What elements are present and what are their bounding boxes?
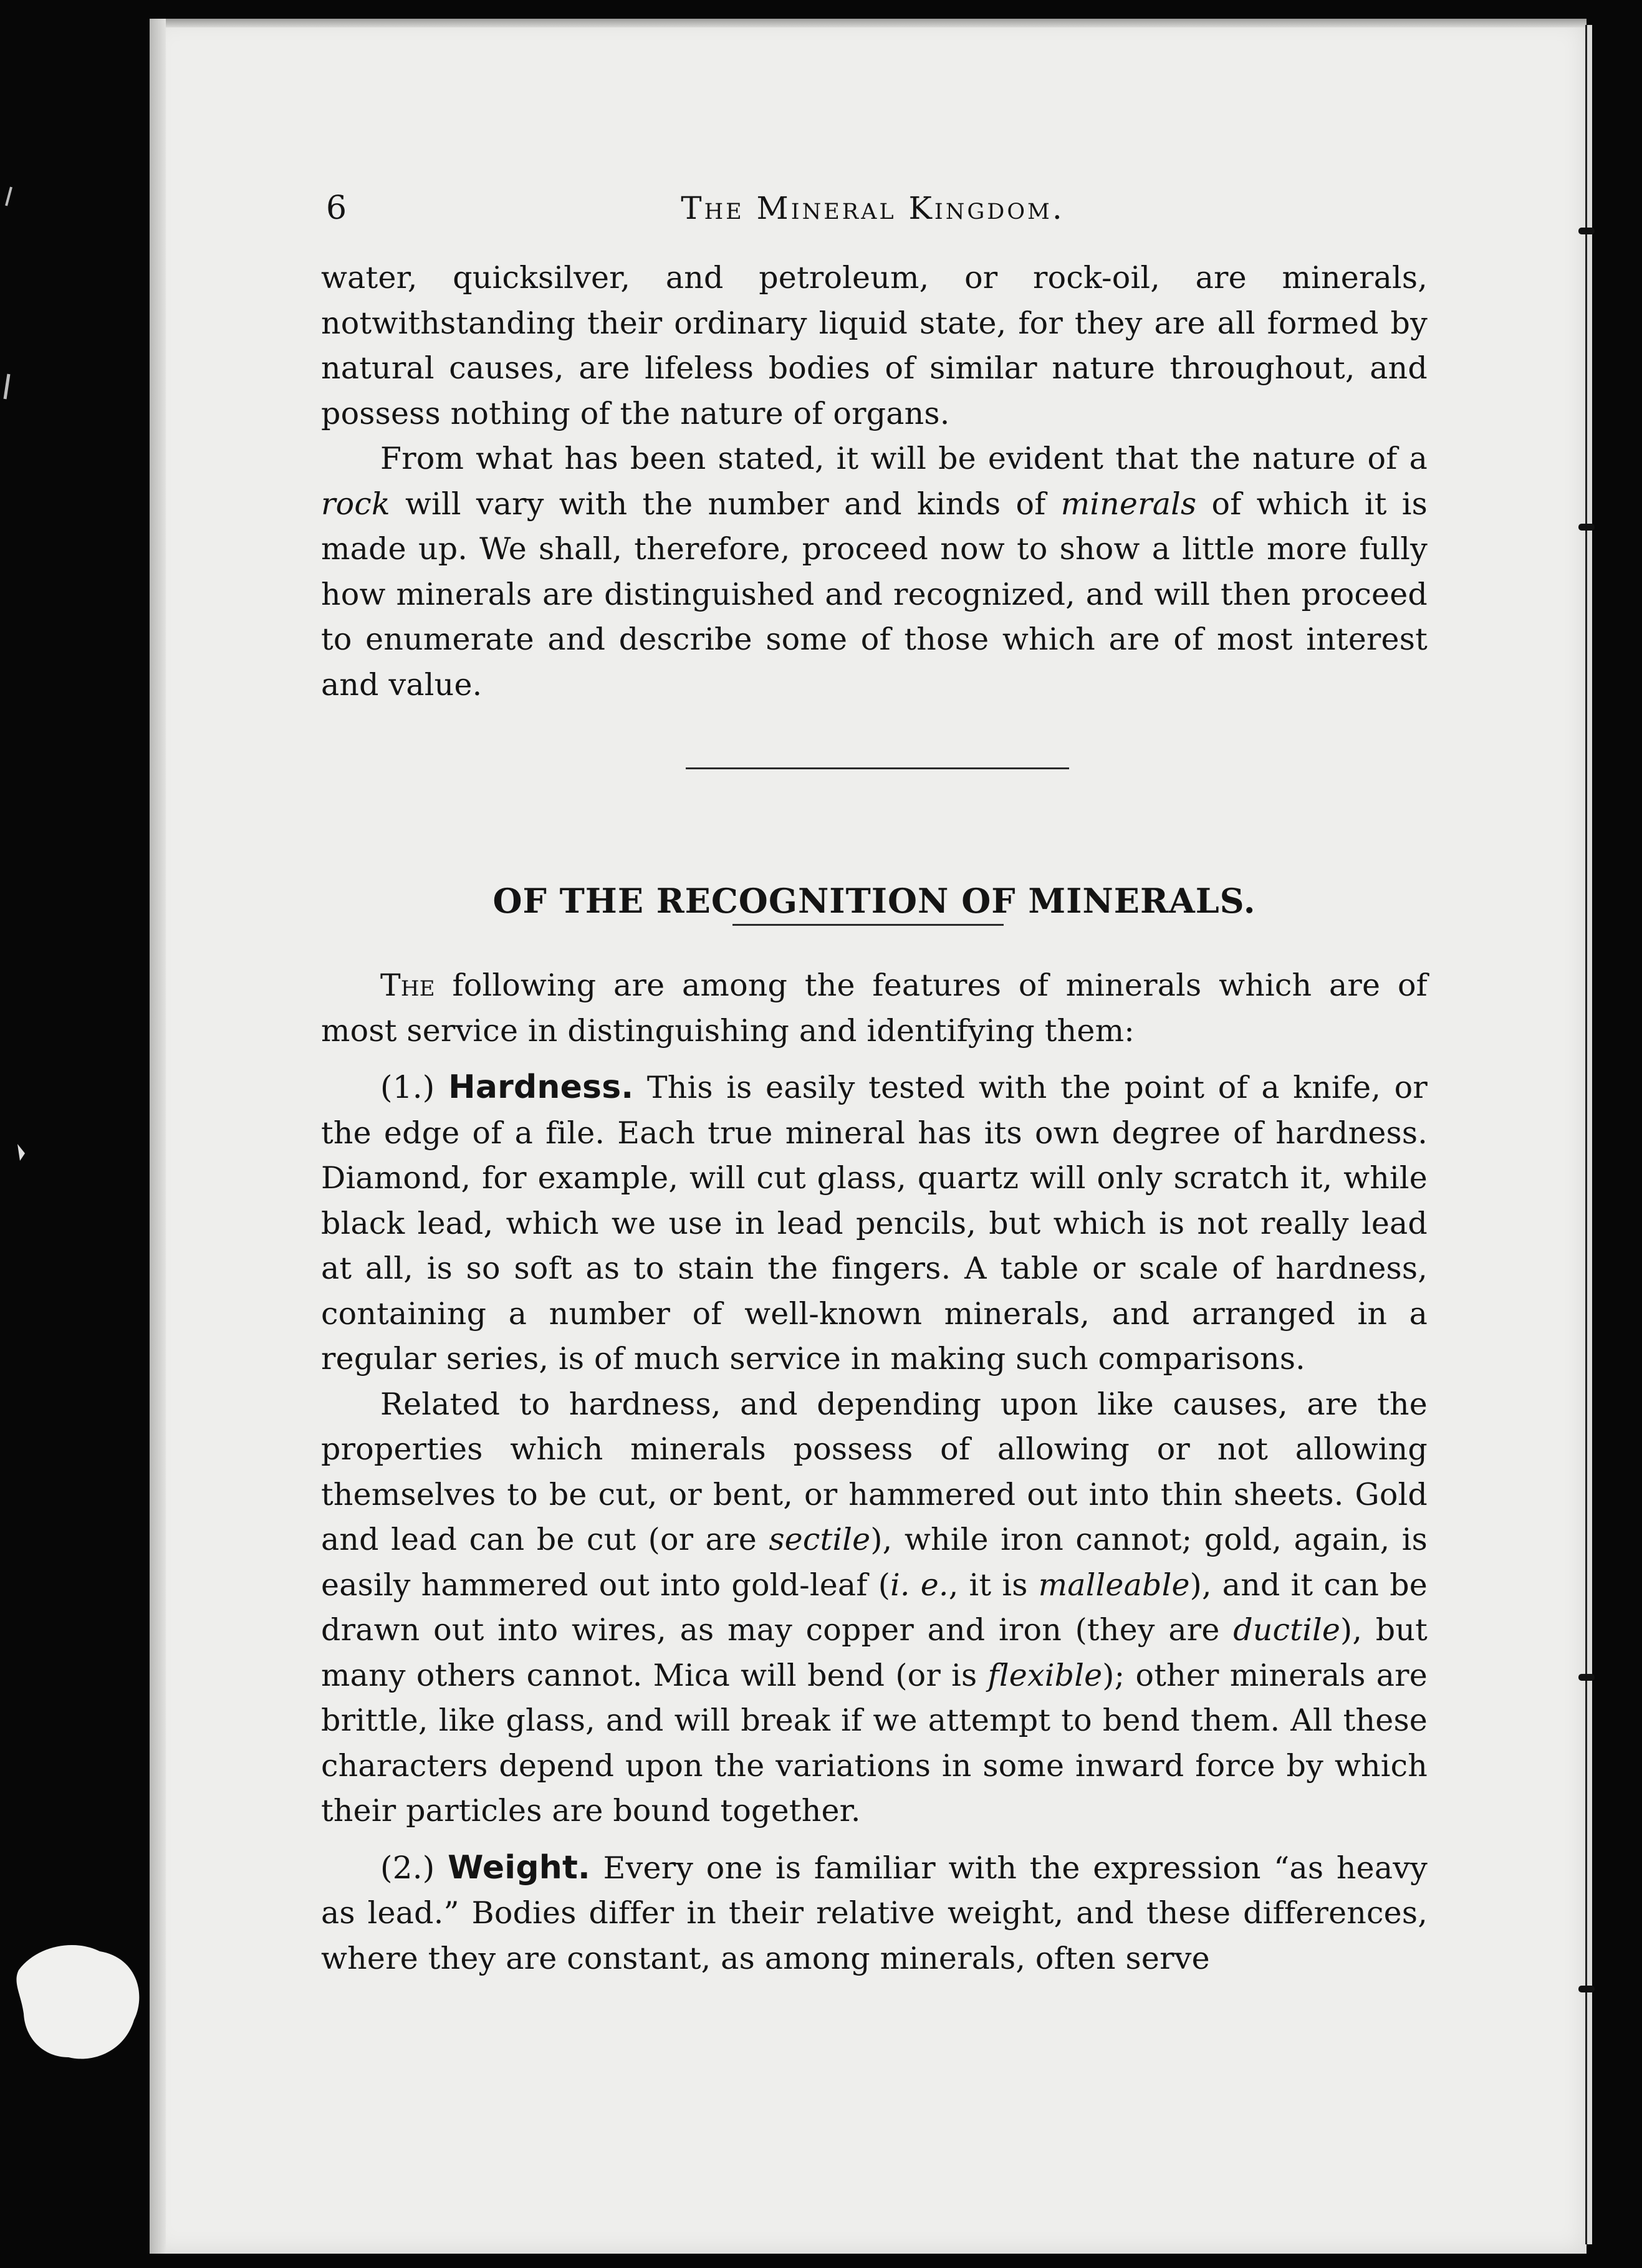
related-text-run: Related to hardness, and depending upon like causes, are the properties which minerals possess of allowing or not allowing themselves to be cut, or bent, or hammered out into thin sheets. Gold and lead can be cut (or are	[321, 1386, 1428, 1557]
binding-stitch	[1578, 1674, 1595, 1681]
weight-paragraph	[321, 1845, 1428, 1982]
running-head	[321, 186, 1424, 231]
binding-stitch	[1578, 228, 1595, 234]
section-divider	[686, 767, 1069, 769]
related-paragraph	[321, 1382, 1428, 1834]
rock-emphasis: rock	[321, 486, 390, 522]
page-left-edge	[150, 19, 166, 2254]
scan-margin-specks	[0, 0, 150, 2266]
page-number: 6	[326, 190, 347, 227]
page-top-edge	[150, 19, 1587, 27]
minerals-emphasis: minerals	[1060, 486, 1197, 522]
section-heading: OF THE RECOGNITION OF MINERALS.	[492, 880, 1256, 921]
intro-text-run: From what has been stated, it will be evident that the nature of a	[380, 441, 1428, 476]
intro-paragraph-1: water, quicksilver, and petroleum, or rock-oil, are minerals, notwithstanding their ordinary liquid state, for they are all formed by natural causes, are lifeless bodies of similar nature throughout, and possess nothing of the nature of organs.	[321, 260, 1428, 431]
hardness-text: This is easily tested with the point of a knife, or the edge of a file. Each true mineral has its own degree of hardness. Diamond, for example, will cut glass, quartz will only scratch it, while black lead, which we use in lead pencils, but which is not really lead at all, is so soft as to stain the fingers. A table or scale of hardness, containing a number of well-known minerals, and arranged in a regular series, is of much service in making such comparisons.	[321, 1070, 1428, 1377]
related-text-run: ), but many others cannot. Mica will bend (or is	[321, 1612, 1428, 1693]
related-text-run: ), and it can be drawn out into wires, as may copper and iron (they are	[321, 1567, 1428, 1648]
right-binding	[1587, 25, 1592, 2244]
heading-underline	[732, 924, 1004, 926]
lead-text: following are among the features of minerals which are of most service in distinguishing and identifying them:	[321, 968, 1428, 1049]
intro-text	[321, 256, 1428, 708]
hardness-heading: Hardness.	[448, 1069, 634, 1106]
recognition-text	[321, 963, 1428, 1981]
flexible-term: flexible	[987, 1657, 1103, 1693]
lead-word: The	[380, 968, 435, 1003]
hardness-paragraph	[321, 1065, 1428, 1382]
weight-heading: Weight.	[448, 1848, 590, 1886]
ie-abbrev: i. e.	[890, 1567, 949, 1603]
intro-text-run: will vary with the number and kinds of	[390, 486, 1061, 522]
related-text-run: , it is	[948, 1567, 1039, 1603]
item-number: (1.)	[380, 1069, 435, 1105]
intro-text-run: of which it is made up. We shall, therefore, proceed now to show a little more fully how minerals are distinguished and recognized, and will then proceed to enumerate and describe some of those which are of most interest and value.	[321, 486, 1428, 703]
item-number: (2.)	[380, 1849, 435, 1886]
related-text-run: ); other minerals are brittle, like glass, and will break if we attempt to bend them. All these characters depend upon the variations in some inward force by which their particles are bound together.	[321, 1657, 1428, 1828]
scan-artifacts-graphic	[0, 0, 150, 2266]
weight-text: Every one is familiar with the expression “as heavy as lead.” Bodies differ in their relative weight, and these differences, where they are constant, as among minerals, often serve	[321, 1850, 1428, 1976]
related-text-run: ), while iron cannot; gold, again, is easily hammered out into gold-leaf (	[321, 1522, 1428, 1603]
running-title: The Mineral Kingdom.	[681, 190, 1065, 226]
binding-stitch	[1578, 524, 1595, 531]
sectile-term: sectile	[769, 1522, 871, 1557]
intro-paragraph-2	[321, 436, 1428, 708]
ductile-term: ductile	[1233, 1612, 1341, 1648]
binding-stitch	[1578, 1986, 1595, 1992]
malleable-term: malleable	[1038, 1567, 1190, 1603]
lead-paragraph	[321, 963, 1428, 1054]
